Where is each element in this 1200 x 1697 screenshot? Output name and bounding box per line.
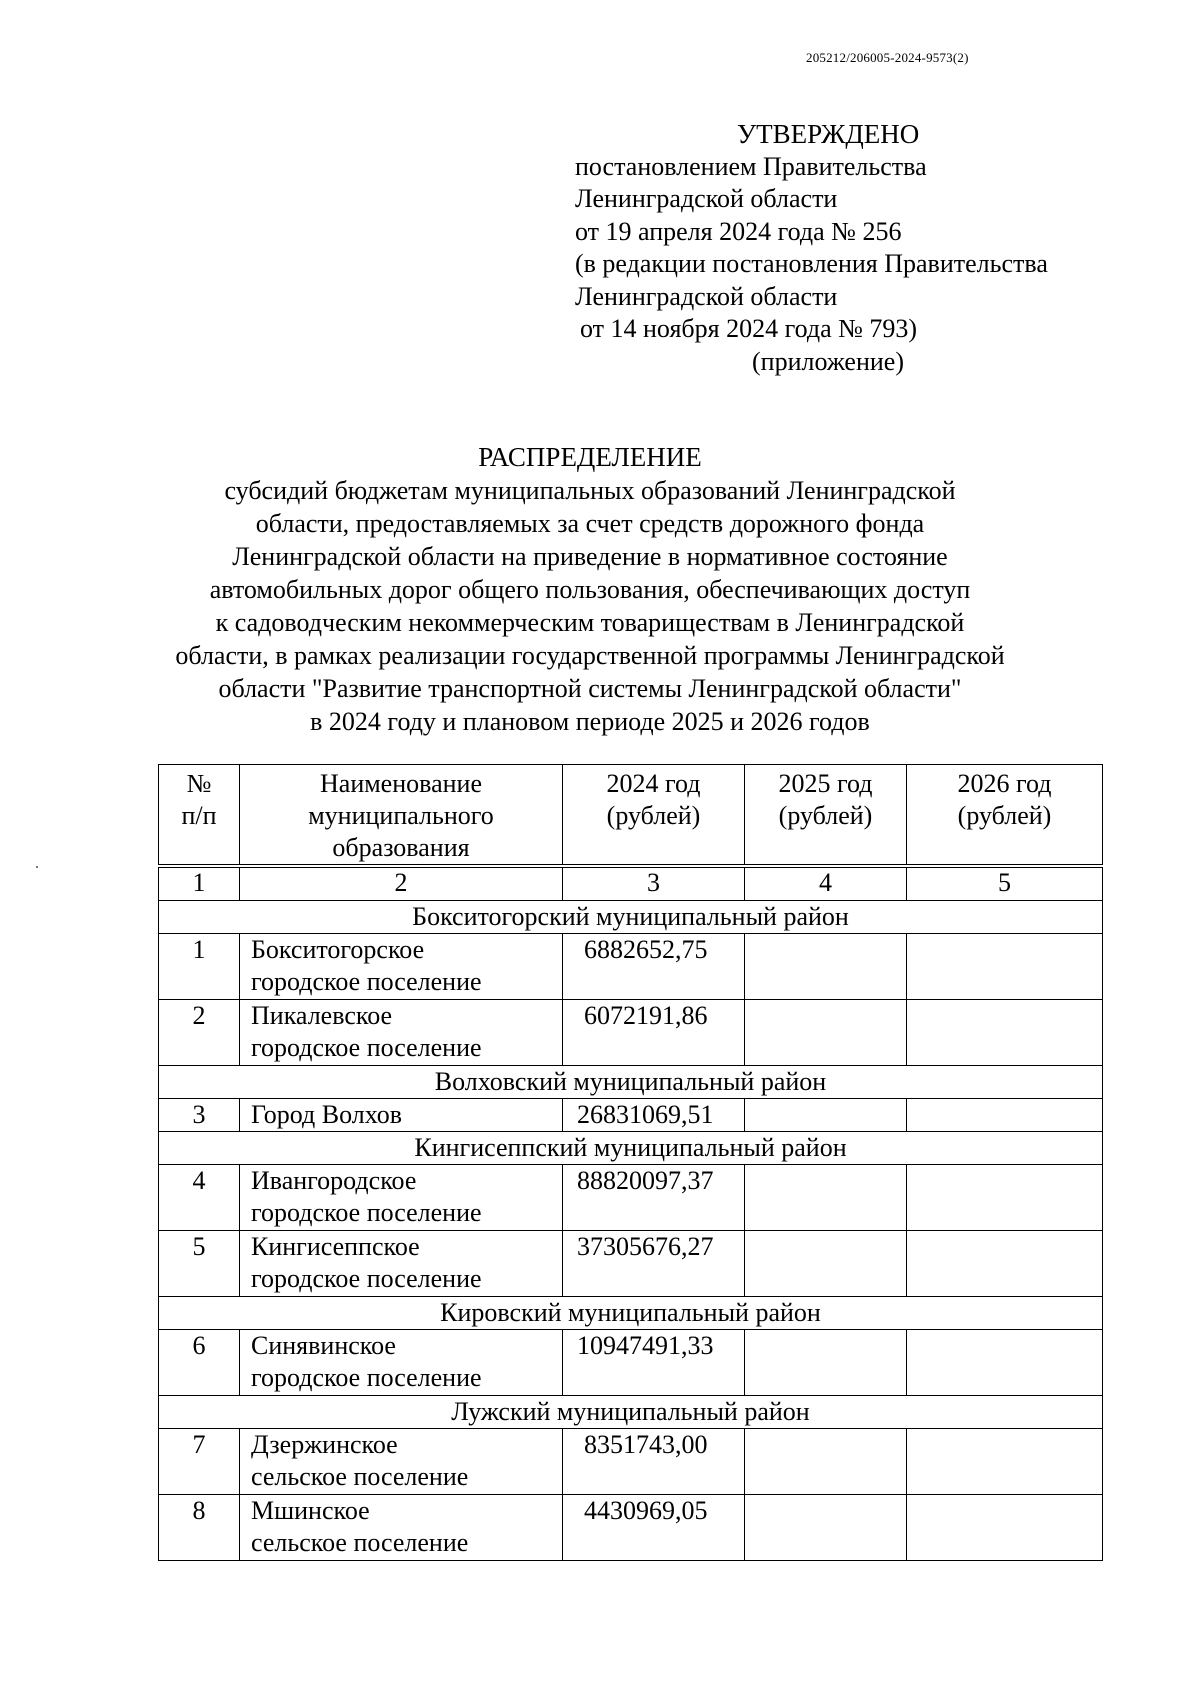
subsidy-distribution-table (158, 764, 1103, 1561)
header-2026: 2026 год (рублей) (907, 765, 1103, 867)
amount-2026 (907, 1429, 1103, 1495)
table-row (159, 1165, 1103, 1231)
heading-line: области, предоставляемых за счет средств дорожного фонда (255, 509, 925, 538)
amount-2026 (907, 1495, 1103, 1561)
heading-line: области "Развитие транспортной системы Ленинградской области" (218, 674, 962, 703)
table-row (159, 1495, 1103, 1561)
column-number: 4 (745, 866, 907, 901)
approval-block (575, 118, 1105, 378)
municipality-name: Кингисеппское городское поселение (240, 1231, 563, 1297)
scan-speck (36, 866, 38, 868)
row-number: 5 (159, 1231, 240, 1297)
amount-2026 (907, 1330, 1103, 1396)
amount-2025 (745, 1099, 907, 1132)
approval-line: от 14 ноября 2024 года № 793) (580, 314, 918, 343)
amount-2024: 88820097,37 (563, 1165, 745, 1231)
row-number: 2 (159, 1000, 240, 1066)
header-number: № п/п (159, 765, 240, 867)
row-number: 3 (159, 1099, 240, 1132)
amount-2024: 10947491,33 (563, 1330, 745, 1396)
row-number: 8 (159, 1495, 240, 1561)
column-number: 2 (240, 866, 563, 901)
district-name: Лужский муниципальный район (159, 1396, 1103, 1429)
amount-2026 (907, 1231, 1103, 1297)
table-row (159, 1000, 1103, 1066)
amount-2026 (907, 1099, 1103, 1132)
approval-line: постановлением Правительства (575, 151, 927, 181)
heading-line: автомобильных дорог общего пользования, обеспечивающих доступ (209, 575, 971, 604)
amount-2025 (745, 1165, 907, 1231)
header-2024: 2024 год (рублей) (563, 765, 745, 867)
municipality-name: Город Волхов (240, 1099, 563, 1132)
row-number: 6 (159, 1330, 240, 1396)
amount-2025 (745, 934, 907, 1000)
amount-2024: 26831069,51 (563, 1099, 745, 1132)
district-name: Волховский муниципальный район (159, 1066, 1103, 1099)
table-row (159, 1429, 1103, 1495)
district-name: Кингисеппский муниципальный район (159, 1132, 1103, 1165)
amount-2026 (907, 934, 1103, 1000)
approval-line: от 19 апреля 2024 года № 256 (575, 216, 902, 246)
amount-2025 (745, 1000, 907, 1066)
approval-line: Ленинградской области (575, 281, 838, 311)
municipality-name: Бокситогорское городское поселение (240, 934, 563, 1000)
amount-2024: 6882652,75 (563, 934, 745, 1000)
amount-2024: 6072191,86 (563, 1000, 745, 1066)
table-row (159, 934, 1103, 1000)
district-row (159, 1066, 1103, 1099)
table-row (159, 1330, 1103, 1396)
row-number: 7 (159, 1429, 240, 1495)
heading-line: к садоводческим некоммерческим товариществам в Ленинградской (215, 608, 965, 637)
approval-line: Ленинградской области (575, 184, 838, 213)
header-2025: 2025 год (рублей) (745, 765, 907, 867)
header-municipality-name: Наименование муниципального образования (240, 765, 563, 867)
amount-2025 (745, 1231, 907, 1297)
district-name: Бокситогорский муниципальный район (159, 901, 1103, 934)
district-row (159, 1297, 1103, 1330)
approval-appendix-note: (приложение) (752, 346, 905, 376)
document-heading (140, 441, 1040, 738)
amount-2025 (745, 1495, 907, 1561)
district-row (159, 1396, 1103, 1429)
amount-2025 (745, 1429, 907, 1495)
district-row (159, 901, 1103, 934)
approval-line: (в редакции постановления Правительства (575, 249, 1048, 278)
district-name: Кировский муниципальный район (159, 1297, 1103, 1330)
row-number: 1 (159, 934, 240, 1000)
amount-2024: 4430969,05 (563, 1495, 745, 1561)
heading-line: субсидий бюджетам муниципальных образований Ленинградской (224, 476, 956, 505)
document-id: 205212/206005-2024-9573(2) (806, 50, 969, 65)
column-number-row (159, 866, 1103, 901)
municipality-name: Пикалевское городское поселение (240, 1000, 563, 1066)
municipality-name: Мшинское сельское поселение (240, 1495, 563, 1561)
amount-2024: 37305676,27 (563, 1231, 745, 1297)
heading-line: области, в рамках реализации государственной программы Ленинградской (175, 641, 1005, 670)
municipality-name: Дзержинское сельское поселение (240, 1429, 563, 1495)
amount-2026 (907, 1165, 1103, 1231)
heading-line: Ленинградской области на приведение в нормативное состояние (232, 542, 948, 571)
table-row (159, 1099, 1103, 1132)
approval-title: УТВЕРЖДЕНО (737, 119, 920, 149)
amount-2024: 8351743,00 (563, 1429, 745, 1495)
municipality-name: Синявинское городское поселение (240, 1330, 563, 1396)
heading-line: в 2024 году и плановом периоде 2025 и 2026 годов (310, 707, 870, 736)
row-number: 4 (159, 1165, 240, 1231)
table-row (159, 1231, 1103, 1297)
district-row (159, 1132, 1103, 1165)
column-number: 5 (907, 866, 1103, 901)
municipality-name: Ивангородское городское поселение (240, 1165, 563, 1231)
amount-2026 (907, 1000, 1103, 1066)
column-number: 1 (159, 866, 240, 901)
table-header-row (159, 765, 1103, 867)
amount-2025 (745, 1330, 907, 1396)
heading-title: РАСПРЕДЕЛЕНИЕ (478, 442, 702, 472)
column-number: 3 (563, 866, 745, 901)
